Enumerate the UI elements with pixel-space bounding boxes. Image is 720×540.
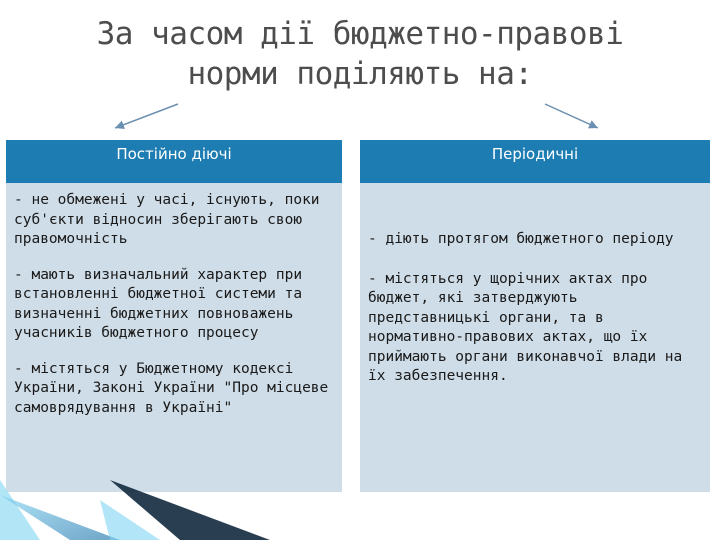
right-arrow: [545, 104, 598, 128]
list-item: - мають визначальний характер при встановленні бюджетної системи та визначенні бюджетних повноважень учасників бюджетного процесу: [14, 266, 303, 341]
list-item: - містяться у щорічних актах про бюджет, які затверджують представницькі органи, та в нормативно-правових актах, що їх приймають органи виконавчої влади на їх забезпечення.: [368, 270, 683, 384]
header-permanent-label: Постійно діючі: [116, 145, 232, 163]
header-permanent: [6, 140, 342, 183]
corner-decoration: [0, 440, 280, 540]
header-periodic: [360, 140, 710, 183]
column-periodic: [360, 183, 710, 492]
slide-title-line-2: норми поділяють на:: [187, 56, 533, 92]
split-arrows: [0, 0, 720, 140]
list-item: - містяться у Бюджетному кодексі України, Законі України "Про місцеве самоврядування в Україні": [14, 360, 329, 416]
left-arrow: [115, 104, 178, 128]
list-item: - діють протягом бюджетного періоду: [368, 231, 674, 247]
header-periodic-label: Періодичні: [491, 145, 579, 163]
list-item: - не обмежені у часі, існують, поки суб'єкти відносин зберігають свою правомочність: [14, 192, 320, 247]
slide-title-line-1: За часом дії бюджетно-правові: [96, 16, 624, 52]
